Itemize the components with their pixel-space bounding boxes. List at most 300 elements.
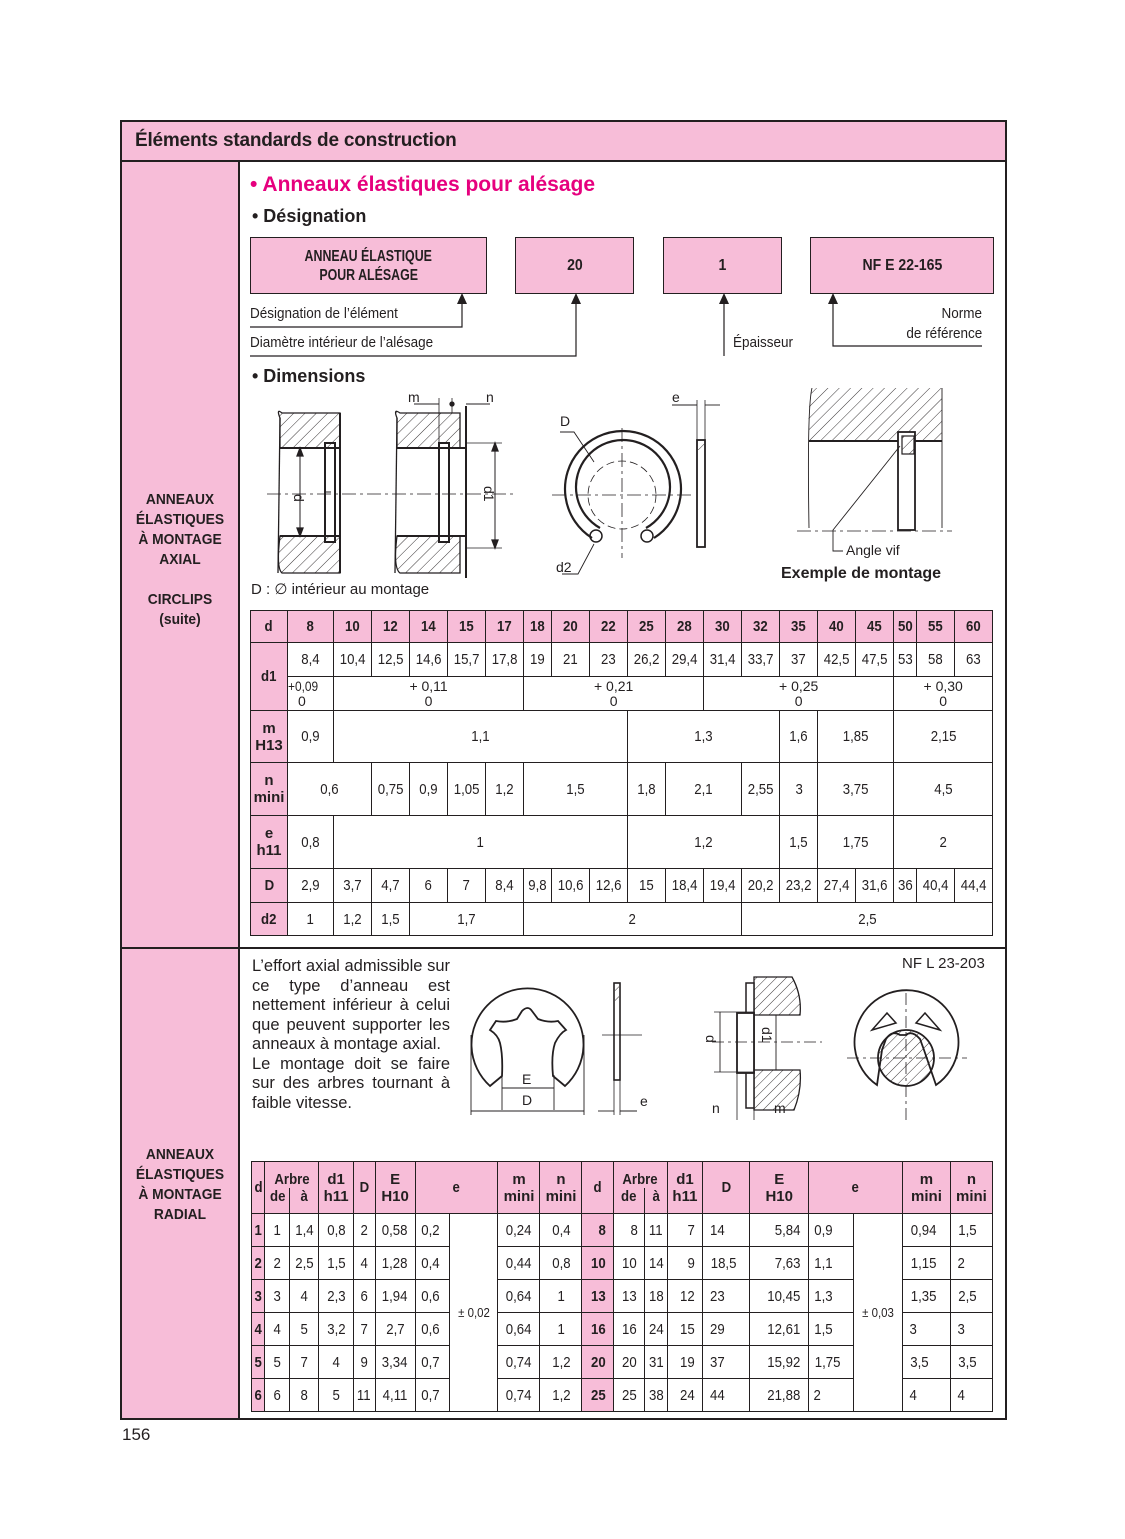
cell-text: 4 [957,1386,965,1404]
cell-value [415,1313,449,1346]
arrow-icon [571,293,581,304]
cell-e [288,816,334,869]
header-a [290,1188,319,1214]
section-divider [122,947,1005,949]
cell-value [540,1247,582,1280]
cell-d1 [916,643,954,677]
cell-text: 1,8 [637,780,656,798]
cell-value [613,1379,644,1412]
example-caption: Exemple de montage [781,565,942,582]
cell-text: à [300,1187,308,1205]
cell-value [903,1214,951,1247]
cell-value [498,1280,540,1313]
cell-d2 [371,903,409,936]
header-title: Éléments standards de construction [135,130,457,151]
label-d2: d2 [556,559,572,575]
cell-value [540,1379,582,1412]
cell-d1 [551,643,589,677]
cell-value [644,1280,667,1313]
cell-text: 1,1 [471,728,490,745]
cell-d1 [486,643,524,677]
cell-value [265,1346,290,1379]
cell-value [702,1313,750,1346]
cell-value [540,1346,582,1379]
cell-text: 15 [639,877,654,894]
cell-d [252,1379,265,1412]
cell-value [265,1280,290,1313]
header-de [613,1188,644,1214]
header-d1 [668,1162,702,1214]
cell-text: 47,5 [861,651,888,668]
row-label [251,643,288,711]
cell-D [894,869,916,903]
circlip-front-view [552,428,694,574]
cell-text: 8 [306,618,315,635]
cell-text: 0,7 [420,1386,440,1404]
column-header-d [333,611,371,643]
cell-text: 2 [254,1254,262,1272]
sidebar-line: CIRCLIPS [147,591,213,608]
header-e [809,1162,903,1214]
header-m [903,1162,951,1214]
tol-lower: 0 [794,692,803,709]
cell-text: 18 [648,1287,664,1305]
cell-text: 12,5 [377,651,404,668]
cell-text: 37 [791,651,807,668]
cell-text: 4 [909,1386,917,1404]
cell-value [319,1346,353,1379]
label-e: e [672,389,680,405]
cell-text: 25 [622,1386,637,1404]
table-row-D [251,869,993,903]
cell-text: 5,84 [774,1221,801,1239]
cell-value [702,1247,750,1280]
cell-value [265,1379,290,1412]
arrow-icon [457,293,467,304]
cell-d [582,1214,613,1247]
cell-value [415,1280,449,1313]
cell-value [290,1247,319,1280]
cell-value [668,1247,702,1280]
cell-value [375,1247,415,1280]
cell-text: 26,2 [633,651,660,668]
cell-d1 [704,643,742,677]
cell-n [780,763,818,816]
cell-value [415,1346,449,1379]
tol-upper: + 0,30 [923,677,963,694]
cell-text: 17,8 [491,651,518,668]
cell-text: 13 [622,1287,637,1305]
header-E [750,1162,809,1214]
cell-n [894,763,993,816]
cell-text: 20 [562,618,578,635]
cell-value [375,1280,415,1313]
label-angle-vif: Angle vif [846,542,900,558]
cell-text: 9 [360,1353,368,1371]
cell-text: 6 [424,877,433,894]
cell-text: 31 [648,1353,664,1371]
cell-text: 3 [273,1287,281,1305]
label-line: mini [253,789,285,806]
label-n: n [486,389,494,405]
label-diameter: Diamètre intérieur de l’alésage [250,334,434,351]
cell-text: 1 [273,1221,281,1239]
cell-text: ± 0,03 [862,1305,895,1320]
cell-text: 12,61 [766,1320,800,1338]
cell-text: 1,4 [295,1221,314,1239]
cell-text: 7,63 [774,1254,801,1272]
cell-d [582,1280,613,1313]
cell-text: 0,44 [506,1254,532,1272]
circlip-diagrams [262,388,1002,588]
header-line: m [512,1170,526,1188]
header-line: m [919,1170,934,1188]
cell-n [524,763,628,816]
table-row [252,1214,993,1247]
cell-d2 [288,903,334,936]
cell-m [627,711,779,763]
cell-value [498,1346,540,1379]
cell-text: 6 [273,1386,281,1404]
cell-n [371,763,409,816]
cell-value [644,1214,667,1247]
table-row-m [251,711,993,763]
norm-reference: NF L 23-203 [902,955,985,972]
cell-text: 31,4 [709,651,736,668]
cell-text: 7 [687,1221,696,1239]
cell-text: 13 [591,1287,606,1305]
cell-value [290,1313,319,1346]
cell-text: à [652,1187,660,1205]
row-label [251,869,288,903]
cell-text: 4,7 [381,877,400,894]
row-label [251,711,288,763]
cell-value [498,1379,540,1412]
cell-value [668,1214,702,1247]
cell-value [702,1346,750,1379]
cell-value [375,1379,415,1412]
cell-value [809,1247,854,1280]
cell-value [903,1346,951,1379]
cell-text: 5 [300,1320,308,1338]
cell-text: 1,5 [814,1320,833,1338]
cell-text: 10 [591,1254,606,1272]
cell-D [627,869,665,903]
cell-text: 1,3 [814,1287,833,1305]
table-row-e [251,816,993,869]
cell-e [627,816,779,869]
cell-d1 [954,643,992,677]
row-label [251,611,288,643]
header-line: mini [545,1187,577,1205]
cell-text: 1,7 [457,910,476,928]
table-header-row [252,1162,993,1188]
cell-text: 2 [813,1386,821,1404]
column-header-d [448,611,486,643]
cell-text: 2 [628,910,637,928]
cell-text: 5 [332,1386,340,1404]
cell-text: 2,55 [747,780,774,798]
label-line: H13 [255,736,283,754]
cell-text: 1 [306,910,315,928]
cell-value [644,1379,667,1412]
cell-value [375,1313,415,1346]
header-d [252,1162,265,1214]
cell-text: 18 [530,618,545,635]
cell-text: 20,2 [747,877,774,894]
arrow-icon [719,293,729,304]
cell-value [540,1313,582,1346]
cell-m [333,711,627,763]
cell-text: 45 [867,618,883,635]
cell-value [415,1214,449,1247]
sidebar-radial [122,949,240,1418]
cell-text: 0,75 [377,780,404,798]
cell-value [668,1379,702,1412]
cell-text: 2,9 [301,877,320,894]
cell-text: 2 [939,833,947,851]
cell-text: 38 [648,1386,664,1404]
cell-text: ± 0,02 [457,1305,490,1320]
cell-d2 [742,903,993,936]
table-row-n [251,763,993,816]
cell-value [613,1280,644,1313]
cell-text: 11 [649,1221,663,1239]
cell-m [288,711,334,763]
d-caption: D : ∅ intérieur au montage [251,581,430,598]
cell-text: d [593,1179,602,1196]
column-header-d [818,611,856,643]
cell-text: 7 [462,877,471,894]
cell-d1 [780,643,818,677]
cell-text: 1,94 [382,1287,408,1305]
cell-d1 [410,643,448,677]
sidebar-axial-sub [127,590,234,630]
column-header-d [704,611,742,643]
cell-text: 23,2 [785,877,812,894]
label-line: h11 [256,842,282,859]
cell-d1 [665,643,703,677]
cell-value [613,1247,644,1280]
cell-m [818,711,894,763]
header-n [950,1162,992,1214]
cell-text: 19 [530,651,545,668]
cell-text: 5 [273,1353,281,1371]
cell-text: 21,88 [766,1386,800,1404]
designation-box-diameter: 20 [515,237,634,294]
cell-d1 [371,643,409,677]
box-line: ANNEAU ÉLASTIQUE [304,247,433,265]
cell-text: 1,3 [694,728,713,745]
cell-text: 1,35 [910,1287,937,1305]
tol-lower: 0 [298,692,306,709]
cell-text: 7 [300,1353,308,1371]
cell-text: 29,4 [671,651,698,668]
cell-value [809,1379,854,1412]
cell-text: 1,5 [381,910,400,928]
column-header-d [486,611,524,643]
cell-d [582,1313,613,1346]
cell-D [524,869,552,903]
cell-text: 1,2 [551,1386,571,1404]
cell-d [252,1247,265,1280]
sidebar-line: À MONTAGE [138,531,222,548]
cell-value [415,1379,449,1412]
cell-value [668,1313,702,1346]
box-line: POUR ALÉSAGE [319,266,418,284]
header-n [540,1162,582,1214]
cell-value [702,1379,750,1412]
cell-d1 [856,643,894,677]
cell-value [353,1313,375,1346]
cell-value [950,1280,992,1313]
cell-d [582,1379,613,1412]
cell-text: 1 [254,1221,262,1239]
cell-text: 0,58 [382,1221,408,1239]
column-header-d [780,611,818,643]
cell-text: 2,5 [857,910,877,928]
cell-text: 0,6 [420,1287,440,1305]
cell-text: 14,6 [415,651,442,668]
tol-upper: + 0,11 [409,677,448,694]
cell-text: 0,8 [326,1221,346,1239]
cell-text: 10 [345,618,360,635]
designation-box-norm: NF E 22-165 [810,237,994,294]
cell-D [856,869,894,903]
cell-n [410,763,448,816]
cell-text: 28 [677,618,692,635]
cell-text: 31,6 [861,877,888,894]
cell-text: 1 [476,833,485,851]
cell-n [448,763,486,816]
column-header-d [627,611,665,643]
cell-text: 24 [648,1320,664,1338]
cell-text: de [269,1187,285,1205]
cell-d [582,1346,613,1379]
cell-text: d [264,618,274,635]
cell-text: 4,5 [933,780,953,798]
cell-text: 8,4 [301,651,320,668]
cell-text: 1,2 [551,1353,571,1371]
column-header-d [551,611,589,643]
header-E [375,1162,415,1214]
cell-d [252,1214,265,1247]
cell-text: 1,05 [453,780,480,798]
cell-text: 4 [273,1320,281,1338]
mounting-example [797,388,952,551]
label-thickness: Épaisseur [733,334,794,351]
cell-text: 0,2 [420,1221,440,1239]
cell-text: 23 [709,1287,725,1305]
page-number: 156 [122,1425,151,1444]
cell-text: d2 [261,910,277,928]
cell-text: 55 [927,618,943,635]
cell-text: 1,5 [958,1221,977,1239]
column-header-d [371,611,409,643]
label-E: E [522,1071,532,1087]
cell-text: 0,74 [506,1386,532,1404]
designation-box-thickness: 1 [663,237,782,294]
cell-text: 42,5 [823,651,850,668]
cell-D [551,869,589,903]
cell-text: 0,64 [506,1320,532,1338]
header-line: H10 [765,1187,793,1205]
label-line: n [264,772,274,789]
cell-text: 8 [300,1386,308,1404]
cell-text: 6 [254,1386,262,1404]
cell-text: 4 [360,1254,368,1272]
column-header-d [665,611,703,643]
designation-heading: • Désignation [252,206,367,226]
cell-text: 0,6 [320,780,339,798]
cell-text: 1,1 [814,1254,833,1272]
cell-text: d [254,1179,263,1196]
cell-value [540,1214,582,1247]
cell-d [252,1346,265,1379]
cell-text: 29 [709,1320,725,1338]
dimensions-heading: • Dimensions [252,366,366,386]
cell-text: 2,5 [295,1254,314,1272]
cell-text: 24 [679,1386,695,1404]
header-e [415,1162,498,1214]
cell-value [353,1346,375,1379]
cell-text: D [359,1179,370,1196]
label-n: n [712,1100,720,1116]
cell-text: d1 [261,668,277,685]
cell-text: 1,2 [694,833,713,851]
designation-box-element [250,237,487,294]
cell-value [265,1313,290,1346]
cell-e [333,816,627,869]
cell-text: 9 [687,1254,696,1272]
cell-d1-tolerance [333,677,523,711]
cell-text: 20 [591,1353,606,1371]
cell-text: 20 [622,1353,637,1371]
cell-value [950,1313,992,1346]
tol-lower: 0 [424,692,433,709]
column-header-d [288,611,334,643]
cell-text: 2,15 [930,728,957,745]
sidebar-line: ANNEAUX [145,1146,215,1163]
cell-text: 50 [897,618,913,635]
cell-value [950,1379,992,1412]
tol-upper: +0,09 [288,677,319,694]
cell-d1-tolerance [288,677,334,711]
cell-value [702,1214,750,1247]
cell-text: 25 [639,618,654,635]
sidebar-axial [122,162,240,947]
cell-n [742,763,780,816]
cell-value [809,1280,854,1313]
cell-text: 1,2 [343,910,362,928]
cell-text: 14 [648,1254,664,1272]
header-line: n [556,1170,566,1188]
header-line: n [966,1170,976,1188]
cell-text: 60 [966,618,981,635]
cell-value [319,1247,353,1280]
cell-d1 [742,643,780,677]
cell-text: 32 [753,618,768,635]
cell-text: 2,5 [958,1287,977,1305]
cell-D [818,869,856,903]
e-ring-diagrams [462,975,1002,1125]
cell-text: 2 [273,1254,281,1272]
cell-value [613,1214,644,1247]
cell-D [954,869,992,903]
cell-value [950,1247,992,1280]
cell-D [288,869,334,903]
cell-D [742,869,780,903]
